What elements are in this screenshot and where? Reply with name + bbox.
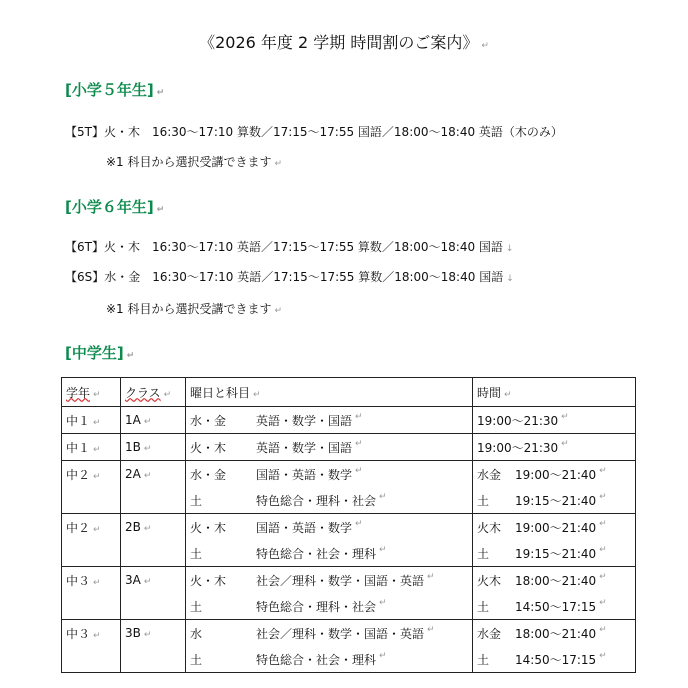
paragraph-mark: ↵ — [355, 438, 363, 449]
paragraph-mark: ↵ — [274, 159, 283, 169]
table-row — [62, 407, 636, 434]
cell-time — [473, 434, 636, 461]
header-days-subjects-text: 曜日と科目 — [190, 385, 251, 400]
paragraph-mark: ↵ — [93, 524, 101, 535]
paragraph-mark: ↵ — [599, 518, 607, 529]
paragraph-mark: ↵ — [599, 650, 607, 661]
cell-time-days-text: 土 — [477, 546, 490, 561]
table-row — [62, 620, 636, 647]
cell-subjects-text: 社会／理科・数学・国語・英語 — [256, 573, 425, 588]
paragraph-mark: ↵ — [93, 417, 101, 428]
cell-time — [473, 593, 636, 620]
paragraph-mark: ↵ — [379, 650, 387, 661]
days-subjects-wrap — [190, 572, 468, 589]
cell-time-text: 14:50～17:15 — [515, 599, 597, 614]
title-text: 《2026 年度 2 学期 時間割のご案内》 — [199, 33, 479, 52]
grade5-heading — [65, 79, 164, 100]
table-row — [62, 540, 636, 567]
cell-subjects-text: 国語・英語・数学 — [256, 520, 353, 535]
grade6-schedule-6s — [65, 268, 514, 285]
cell-days-subjects — [186, 407, 473, 434]
time-wrap — [477, 466, 631, 483]
paragraph-mark: ↵ — [143, 444, 152, 454]
cell-time-text: 19:00～21:30 — [477, 440, 559, 455]
cell-days-subjects — [186, 646, 473, 673]
middle-heading-text: [中学生] — [65, 344, 124, 362]
cell-days-text: 水・金 — [190, 413, 227, 428]
cell-days-subjects — [186, 514, 473, 541]
cell-grade — [62, 593, 121, 620]
line-break-mark: ↓ — [506, 274, 514, 284]
paragraph-mark: ↵ — [481, 41, 489, 51]
cell-class-text: 1B — [125, 440, 141, 454]
cell-subjects-text: 特色総合・理科・社会 — [256, 599, 377, 614]
cell-time — [473, 461, 636, 488]
days-subjects-wrap — [190, 545, 468, 562]
cell-time-days-text: 土 — [477, 599, 490, 614]
paragraph-mark: ↵ — [561, 438, 569, 449]
cell-time-text: 19:00～21:30 — [477, 413, 559, 428]
cell-grade — [62, 514, 121, 541]
cell-time — [473, 540, 636, 567]
cell-days-subjects — [186, 540, 473, 567]
paragraph-mark: ↵ — [379, 597, 387, 608]
cell-days-text: 水・金 — [190, 467, 227, 482]
grade6-heading-text: [小学６年生] — [65, 198, 154, 216]
cell-class-text: 3A — [125, 573, 141, 587]
paragraph-mark: ↵ — [93, 630, 101, 641]
cell-class — [121, 487, 186, 514]
cell-days-subjects — [186, 620, 473, 647]
cell-class — [121, 567, 186, 594]
cell-time — [473, 646, 636, 673]
cell-class-text: 2B — [125, 520, 141, 534]
header-days-subjects — [186, 378, 473, 407]
cell-days-subjects — [186, 461, 473, 488]
table-row — [62, 461, 636, 488]
cell-days-text: 火・木 — [190, 520, 227, 535]
cell-class — [121, 434, 186, 461]
table-body — [62, 407, 636, 673]
cell-days-text: 土 — [190, 493, 203, 508]
middle-heading — [65, 342, 134, 363]
cell-subjects-text: 特色総合・社会・理科 — [256, 652, 377, 667]
cell-time-days-text: 火木 — [477, 573, 502, 588]
paragraph-mark: ↵ — [156, 205, 165, 215]
table-row — [62, 567, 636, 594]
cell-grade-text: 中２ — [66, 520, 91, 535]
grade6-heading — [65, 196, 164, 217]
days-subjects-wrap — [190, 412, 468, 429]
time-wrap — [477, 412, 631, 429]
cell-class-text: 1A — [125, 413, 141, 427]
grade6-line-6t-text: 【6T】火・木 16:30～17:10 英語／17:15～17:55 算数／18:00～18:40 国語 — [65, 240, 503, 254]
cell-time — [473, 567, 636, 594]
cell-time-text: 19:00～21:40 — [515, 467, 597, 482]
cell-class — [121, 407, 186, 434]
cell-grade — [62, 646, 121, 673]
paragraph-mark: ↵ — [93, 577, 101, 588]
paragraph-mark: ↵ — [599, 624, 607, 635]
paragraph-mark: ↵ — [599, 491, 607, 502]
cell-time — [473, 407, 636, 434]
paragraph-mark: ↵ — [143, 577, 152, 587]
cell-grade-text: 中３ — [66, 573, 91, 588]
document-title — [0, 30, 688, 53]
cell-grade — [62, 487, 121, 514]
cell-grade — [62, 407, 121, 434]
paragraph-mark: ↵ — [599, 571, 607, 582]
days-subjects-wrap — [190, 519, 468, 536]
paragraph-mark: ↵ — [427, 571, 435, 582]
paragraph-mark: ↵ — [143, 630, 152, 640]
cell-grade — [62, 620, 121, 647]
paragraph-mark: ↵ — [143, 471, 152, 481]
cell-days-subjects — [186, 593, 473, 620]
line-break-mark: ↓ — [505, 244, 514, 254]
grade5-note — [106, 153, 282, 170]
table-row — [62, 593, 636, 620]
time-wrap — [477, 519, 631, 536]
table-row — [62, 514, 636, 541]
header-class — [121, 378, 186, 407]
paragraph-mark: ↵ — [599, 597, 607, 608]
paragraph-mark: ↵ — [355, 465, 363, 476]
cell-class-text: 2A — [125, 467, 141, 481]
paragraph-mark: ↵ — [93, 444, 101, 455]
cell-days-text: 火・木 — [190, 440, 227, 455]
cell-days-text: 土 — [190, 599, 203, 614]
cell-subjects-text: 国語・英語・数学 — [256, 467, 353, 482]
paragraph-mark: ↵ — [599, 465, 607, 476]
cell-grade-text: 中１ — [66, 440, 91, 455]
time-wrap — [477, 492, 631, 509]
days-subjects-wrap — [190, 439, 468, 456]
grade5-heading-text: [小学５年生] — [65, 81, 154, 99]
cell-time-text: 18:00～21:40 — [515, 626, 597, 641]
paragraph-mark: ↵ — [143, 524, 152, 534]
days-subjects-wrap — [190, 651, 468, 668]
paragraph-mark: ↵ — [93, 389, 101, 400]
cell-time — [473, 487, 636, 514]
days-subjects-wrap — [190, 625, 468, 642]
table-row — [62, 434, 636, 461]
time-wrap — [477, 439, 631, 456]
cell-class — [121, 514, 186, 541]
cell-time-days-text: 水金 — [477, 626, 502, 641]
cell-days-subjects — [186, 434, 473, 461]
cell-class — [121, 593, 186, 620]
paragraph-mark: ↵ — [274, 306, 283, 316]
paragraph-mark: ↵ — [427, 624, 435, 635]
paragraph-mark: ↵ — [143, 417, 152, 427]
paragraph-mark: ↵ — [504, 389, 512, 400]
cell-time-text: 18:00～21:40 — [515, 573, 597, 588]
table-row — [62, 487, 636, 514]
paragraph-mark: ↵ — [156, 88, 165, 98]
cell-grade — [62, 434, 121, 461]
cell-subjects-text: 特色総合・社会・理科 — [256, 546, 377, 561]
grade6-line-6s-text: 【6S】水・金 16:30～17:10 英語／17:15～17:55 算数／18:00～18:40 国語 — [65, 270, 504, 284]
cell-class — [121, 461, 186, 488]
paragraph-mark: ↵ — [355, 411, 363, 422]
header-class-text: クラス — [125, 385, 161, 400]
paragraph-mark: ↵ — [93, 471, 101, 482]
cell-subjects-text: 社会／理科・数学・国語・英語 — [256, 626, 425, 641]
cell-time-days-text: 土 — [477, 652, 490, 667]
paragraph-mark: ↵ — [599, 544, 607, 555]
table-header-row — [62, 378, 636, 407]
paragraph-mark: ↵ — [163, 389, 172, 400]
paragraph-mark: ↵ — [379, 491, 387, 502]
cell-class — [121, 620, 186, 647]
cell-time-days-text: 土 — [477, 493, 490, 508]
grade6-schedule-6t — [65, 238, 513, 255]
cell-time-text: 19:15～21:40 — [515, 546, 597, 561]
paragraph-mark: ↵ — [126, 351, 135, 361]
time-wrap — [477, 545, 631, 562]
paragraph-mark: ↵ — [355, 518, 363, 529]
grade5-schedule-5t — [65, 123, 563, 140]
header-grade-text: 学年 — [66, 385, 91, 400]
cell-time-days-text: 火木 — [477, 520, 502, 535]
cell-subjects-text: 特色総合・理科・社会 — [256, 493, 377, 508]
cell-subjects-text: 英語・数学・国語 — [256, 440, 353, 455]
cell-class — [121, 646, 186, 673]
paragraph-mark: ↵ — [253, 389, 261, 400]
cell-time-days-text: 水金 — [477, 467, 502, 482]
table-row — [62, 646, 636, 673]
time-wrap — [477, 625, 631, 642]
cell-class — [121, 540, 186, 567]
cell-time-text: 14:50～17:15 — [515, 652, 597, 667]
cell-days-text: 火・木 — [190, 573, 227, 588]
days-subjects-wrap — [190, 466, 468, 483]
grade5-line-text: 【5T】火・木 16:30～17:10 算数／17:15～17:55 国語／18:00～18:40 英語（木のみ） — [65, 125, 563, 139]
cell-days-subjects — [186, 487, 473, 514]
time-wrap — [477, 572, 631, 589]
cell-class-text: 3B — [125, 626, 141, 640]
days-subjects-wrap — [190, 598, 468, 615]
cell-time — [473, 620, 636, 647]
cell-time-text: 19:15～21:40 — [515, 493, 597, 508]
paragraph-mark: ↵ — [561, 411, 569, 422]
cell-grade — [62, 567, 121, 594]
cell-grade — [62, 540, 121, 567]
cell-time-text: 19:00～21:40 — [515, 520, 597, 535]
cell-subjects-text: 英語・数学・国語 — [256, 413, 353, 428]
time-wrap — [477, 598, 631, 615]
time-wrap — [477, 651, 631, 668]
grade5-note-text: ※1 科目から選択受講できます — [106, 155, 272, 169]
header-time — [473, 378, 636, 407]
cell-grade-text: 中２ — [66, 467, 91, 482]
days-subjects-wrap — [190, 492, 468, 509]
cell-days-text: 水 — [190, 626, 203, 641]
cell-grade-text: 中３ — [66, 626, 91, 641]
middle-schedule-table — [61, 377, 636, 673]
cell-grade-text: 中１ — [66, 413, 91, 428]
cell-days-text: 土 — [190, 652, 203, 667]
paragraph-mark: ↵ — [379, 544, 387, 555]
cell-days-subjects — [186, 567, 473, 594]
cell-grade — [62, 461, 121, 488]
grade6-note-text: ※1 科目から選択受講できます — [106, 302, 272, 316]
cell-time — [473, 514, 636, 541]
grade6-note — [106, 300, 282, 317]
header-grade — [62, 378, 121, 407]
cell-days-text: 土 — [190, 546, 203, 561]
header-time-text: 時間 — [477, 385, 502, 400]
